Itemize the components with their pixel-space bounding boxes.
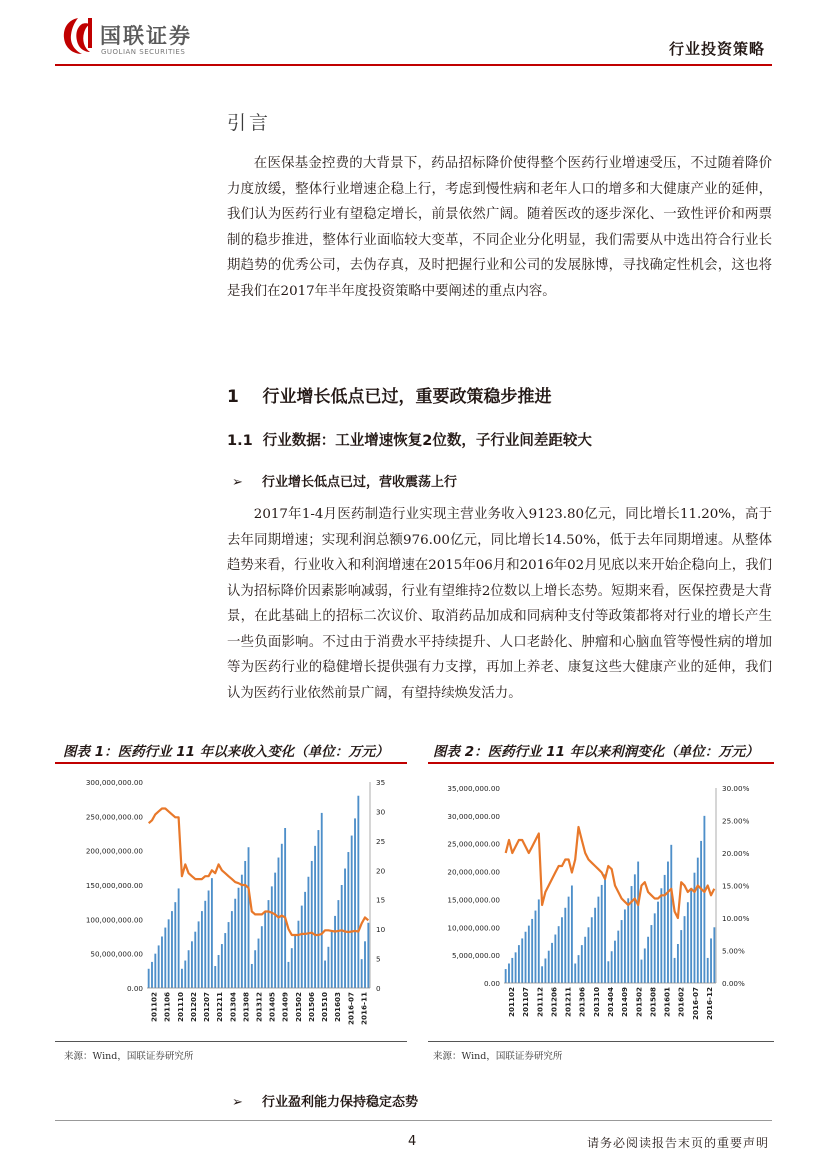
- right-axis-tick-label: 20.00%: [722, 849, 750, 858]
- revenue-bar: [535, 911, 537, 983]
- revenue-chart: [55, 768, 407, 1040]
- left-axis-tick-label: 0.00: [126, 984, 143, 993]
- revenue-bar: [674, 958, 676, 983]
- body-paragraph: 2017年1-4月医药制造行业实现主营业务收入9123.80亿元，同比增长11.20%，高于去年同期增速；实现利润总额976.00亿元，同比增长14.50%，低于去年同期增速。从整体趋势来看，行业收入和利润增速在2015年06月和2016年02月见底以来开始企稳向上，我们认为招标降价因素影响减弱，行业有望维持2位数以上增长态势。短期来看，医保控费是大背景，在此基础上的招标二次议价、取消药品加成和同病种支付等政策都将对行业的增长产生一些负面影响。不过由于消费水平持续提升、人口老龄化、肿瘤和心脑血管等慢性病的增加等为医药行业的稳健增长提供强有力支撑，再加上养老、康复这些大健康产业的延伸，我们认为医药行业依然前景广阔，有望持续焕发活力。: [227, 507, 772, 701]
- right-axis-tick-label: 35: [376, 778, 386, 787]
- x-axis-tick-label: 201306: [577, 987, 587, 1018]
- figure-2-top-rule: [428, 762, 774, 764]
- left-axis-tick-label: 100,000,000.00: [85, 915, 143, 925]
- revenue-bar: [650, 925, 652, 983]
- revenue-bar: [184, 961, 186, 988]
- revenue-bar: [551, 943, 553, 983]
- revenue-bar: [703, 816, 705, 983]
- revenue-bar: [528, 926, 530, 983]
- revenue-bar: [667, 862, 669, 983]
- revenue-bar: [181, 969, 183, 988]
- section-heading: [227, 382, 552, 407]
- revenue-bar: [568, 897, 570, 983]
- revenue-bar: [218, 955, 220, 988]
- x-axis-tick-label: 201202: [188, 992, 198, 1023]
- x-axis-tick-label: 201112: [535, 987, 545, 1018]
- revenue-bar: [588, 927, 590, 983]
- revenue-bar: [700, 841, 702, 983]
- revenue-bar: [367, 923, 369, 988]
- x-axis-tick-label: 201310: [591, 987, 601, 1018]
- revenue-bar: [291, 948, 293, 988]
- revenue-bar: [194, 932, 196, 988]
- right-axis-tick-label: 5: [376, 954, 381, 964]
- revenue-bar: [254, 950, 256, 988]
- right-axis-tick-label: 15: [376, 895, 386, 905]
- revenue-bar: [581, 945, 583, 983]
- figure-2-bottom-rule: [428, 1041, 774, 1042]
- revenue-bar: [647, 937, 649, 983]
- x-axis-tick-label: 201409: [620, 987, 630, 1018]
- revenue-bar: [713, 927, 715, 983]
- right-axis-tick-label: 30: [376, 807, 386, 817]
- revenue-bar: [168, 919, 170, 988]
- revenue-bar: [617, 931, 619, 983]
- x-axis-tick-label: 2016-11: [359, 992, 369, 1025]
- revenue-bar: [174, 902, 176, 988]
- x-axis-tick-label: 2016-07: [690, 987, 700, 1020]
- revenue-bar: [334, 916, 336, 988]
- revenue-bar: [278, 858, 280, 988]
- revenue-bar: [161, 937, 163, 989]
- revenue-bar: [657, 902, 659, 983]
- revenue-bar: [518, 945, 520, 983]
- revenue-bar: [627, 898, 629, 983]
- revenue-bar: [344, 869, 346, 988]
- figure-1-bottom-rule: [55, 1041, 407, 1042]
- revenue-bar: [301, 906, 303, 988]
- x-axis-tick-label: 201510: [320, 992, 330, 1023]
- footer-disclaimer: 请务必阅读报告末页的重要声明: [586, 1136, 769, 1150]
- revenue-bar: [554, 935, 556, 983]
- revenue-bar: [224, 933, 226, 988]
- right-axis-tick-label: 0: [376, 984, 381, 993]
- intro-paragraph: 在医保基金控费的大背景下，药品招标降价使得整个医药行业增速受压，不过随着降价力度放缓，整体行业增速企稳上行，考虑到慢性病和老年人口的增多和大健康产业的延伸，我们认为医药行业有望稳定增长，前景依然广阔。随着医改的逐步深化、一致性评价和两票制的稳步推进，整体行业面临较大变革，不同企业分化明显，我们需要从中选出符合行业长期趋势的优秀公司，去伪存真，及时把握行业和公司的发展脉博，寻找确定性机会，这也将是我们在2017年半年度投资策略中要阐述的重点内容。: [227, 156, 772, 299]
- report-type: 行业投资策略: [668, 40, 765, 58]
- x-axis-tick-label: 201502: [634, 987, 644, 1018]
- revenue-bar: [644, 948, 646, 983]
- right-axis-tick-label: 25.00%: [722, 816, 750, 826]
- arrow-bullet-icon: ➢: [232, 1095, 243, 1110]
- revenue-bar: [621, 920, 623, 983]
- x-axis-tick-label: 201308: [241, 992, 251, 1023]
- x-axis-tick-label: 201404: [606, 987, 615, 1018]
- revenue-bar: [634, 874, 636, 983]
- x-axis-tick-label: 201508: [648, 987, 658, 1018]
- bullet-text: 行业增长低点已过，营收震荡上行: [262, 475, 458, 490]
- revenue-bar: [521, 938, 523, 983]
- arrow-bullet-icon: ➢: [232, 475, 243, 490]
- revenue-bar: [614, 941, 616, 983]
- left-axis-tick-label: 10,000,000.00: [447, 923, 500, 933]
- logo-chinese-name: 国联证券: [100, 24, 192, 48]
- revenue-bar: [238, 888, 240, 988]
- revenue-bar: [660, 888, 662, 983]
- revenue-bar: [324, 961, 326, 988]
- x-axis-tick-label: 201304: [228, 992, 238, 1023]
- revenue-bar: [571, 886, 573, 984]
- revenue-bar: [347, 852, 349, 988]
- left-axis-tick-label: 250,000,000.00: [85, 812, 143, 822]
- x-axis-tick-label: 201207: [202, 992, 212, 1023]
- revenue-bar: [351, 836, 353, 988]
- revenue-bar: [594, 908, 596, 983]
- right-axis-tick-label: 10.00%: [722, 914, 750, 923]
- revenue-bar: [171, 911, 173, 988]
- page-number: 4: [408, 1134, 417, 1149]
- revenue-bar: [624, 909, 626, 983]
- x-axis-tick-label: 201602: [676, 987, 686, 1018]
- revenue-bar: [337, 900, 339, 988]
- figure-2-title: 图表 2：医药行业 11 年以来利润变化（单位：万元）: [433, 744, 759, 760]
- revenue-bar: [341, 885, 343, 988]
- revenue-bar: [707, 958, 709, 983]
- revenue-bar: [178, 888, 180, 988]
- revenue-bar: [244, 861, 246, 988]
- revenue-bar: [558, 926, 560, 983]
- subsection-heading: [227, 429, 592, 450]
- revenue-bar: [304, 892, 306, 988]
- revenue-bar: [288, 962, 290, 988]
- revenue-bar: [538, 899, 540, 983]
- revenue-bar: [548, 951, 550, 983]
- revenue-bar: [201, 911, 203, 988]
- left-axis-tick-label: 20,000,000.00: [447, 867, 500, 877]
- x-axis-tick-label: 201312: [254, 992, 264, 1023]
- revenue-bar: [511, 958, 513, 983]
- right-axis-tick-label: 15.00%: [722, 881, 750, 891]
- revenue-bar: [298, 921, 300, 988]
- left-axis-tick-label: 150,000,000.00: [85, 881, 143, 890]
- right-axis-tick-label: 5.00%: [722, 946, 745, 956]
- right-axis-tick-label: 30.00%: [722, 784, 750, 793]
- logo-english-name: GUOLIAN SECURITIES: [101, 48, 186, 56]
- x-axis-tick-label: 2016-12: [704, 987, 714, 1020]
- revenue-bar: [248, 847, 250, 988]
- intro-heading: 引言: [227, 112, 272, 134]
- revenue-bar: [684, 916, 686, 983]
- left-axis-tick-label: 50,000,000.00: [90, 949, 143, 959]
- revenue-bar: [151, 962, 153, 988]
- revenue-bar: [541, 966, 543, 983]
- bullet-text: 行业盈利能力保持稳定态势: [262, 1095, 419, 1110]
- x-axis-tick-label: 201211: [563, 987, 573, 1018]
- revenue-bar: [274, 873, 276, 988]
- revenue-bar: [505, 969, 507, 983]
- revenue-bar: [697, 858, 699, 983]
- revenue-bar: [311, 861, 313, 988]
- revenue-bar: [317, 830, 319, 988]
- x-axis-tick-label: 2016-07: [346, 992, 356, 1025]
- revenue-bar: [357, 796, 359, 988]
- revenue-bar: [154, 954, 156, 988]
- subsection-title: 行业数据：工业增速恢复2位数，子行业间差距较大: [262, 433, 592, 449]
- revenue-bar: [591, 917, 593, 983]
- growth-rate-line: [506, 827, 715, 918]
- x-axis-tick-label: 201601: [662, 987, 672, 1018]
- left-axis-tick-label: 5,000,000.00: [451, 951, 500, 961]
- left-axis-tick-label: 15,000,000.00: [447, 895, 500, 905]
- revenue-bar: [251, 964, 253, 988]
- x-axis-tick-label: 201106: [162, 992, 172, 1023]
- figure-1-title: 图表 1：医药行业 11 年以来收入变化（单位：万元）: [63, 744, 389, 760]
- revenue-bar: [191, 941, 193, 988]
- revenue-bar: [228, 922, 230, 988]
- revenue-bar: [601, 885, 603, 983]
- left-axis-tick-label: 25,000,000.00: [447, 839, 500, 849]
- right-axis-tick-label: 10: [376, 925, 386, 935]
- revenue-bar: [321, 813, 323, 988]
- x-axis-tick-label: 201603: [333, 992, 343, 1023]
- revenue-bar: [284, 828, 286, 988]
- revenue-bar: [680, 930, 682, 983]
- revenue-bar: [690, 888, 692, 983]
- revenue-bar: [204, 901, 206, 988]
- logo-mark-icon: [60, 14, 98, 58]
- revenue-bar: [208, 890, 210, 988]
- footer-divider: [55, 1120, 772, 1121]
- x-axis-tick-label: 201211: [215, 992, 225, 1023]
- right-axis-tick-label: 20: [376, 866, 386, 876]
- right-axis-tick-label: 25: [376, 836, 386, 846]
- revenue-bar: [641, 960, 643, 983]
- revenue-bar: [687, 902, 689, 983]
- revenue-bar: [710, 938, 712, 983]
- x-axis-tick-label: 201506: [306, 992, 316, 1023]
- company-logo: [60, 14, 230, 64]
- bullet-point: [232, 1091, 418, 1110]
- revenue-bar: [214, 966, 216, 988]
- revenue-bar: [604, 874, 606, 983]
- revenue-bar: [531, 919, 533, 983]
- revenue-bar: [525, 932, 527, 983]
- revenue-bar: [261, 926, 263, 988]
- bullet-point: [232, 471, 457, 490]
- revenue-bar: [597, 897, 599, 983]
- revenue-bar: [364, 941, 366, 988]
- x-axis-tick-label: 201502: [293, 992, 303, 1023]
- x-axis-tick-label: 201409: [280, 992, 290, 1023]
- revenue-bar: [654, 913, 656, 983]
- x-axis-tick-label: 201110: [175, 992, 185, 1023]
- revenue-bar: [578, 955, 580, 983]
- revenue-bar: [264, 912, 266, 988]
- revenue-bar: [361, 959, 363, 988]
- header-divider: [55, 64, 772, 66]
- revenue-bar: [354, 818, 356, 988]
- revenue-bar: [221, 944, 223, 988]
- revenue-bar: [258, 939, 260, 988]
- revenue-bar: [188, 950, 190, 988]
- x-axis-tick-label: 201206: [549, 987, 559, 1018]
- left-axis-tick-label: 0.00: [483, 979, 500, 988]
- revenue-bar: [198, 921, 200, 988]
- section-title: 行业增长低点已过，重要政策稳步推进: [262, 387, 552, 407]
- left-axis-tick-label: 35,000,000.00: [447, 784, 500, 793]
- figure-2-source: 来源：Wind，国联证券研究所: [433, 1051, 563, 1062]
- revenue-bar: [564, 908, 566, 983]
- profit-chart: [428, 768, 774, 1040]
- revenue-bar: [148, 969, 150, 988]
- revenue-bar: [637, 862, 639, 983]
- left-axis-tick-label: 200,000,000.00: [85, 846, 143, 856]
- x-axis-tick-label: 201102: [149, 992, 159, 1023]
- section-number: 1: [227, 387, 239, 407]
- revenue-bar: [327, 947, 329, 988]
- revenue-bar: [271, 886, 273, 988]
- left-axis-tick-label: 30,000,000.00: [447, 811, 500, 821]
- revenue-bar: [611, 951, 613, 983]
- revenue-bar: [544, 958, 546, 983]
- revenue-bar: [515, 952, 517, 983]
- revenue-bar: [584, 937, 586, 983]
- figure-1-source: 来源：Wind，国联证券研究所: [64, 1051, 194, 1062]
- revenue-bar: [670, 845, 672, 983]
- revenue-bar: [158, 945, 160, 988]
- right-axis-tick-label: 0.00%: [722, 979, 745, 988]
- x-axis-tick-label: 201102: [507, 987, 517, 1018]
- left-axis-tick-label: 300,000,000.00: [85, 778, 143, 787]
- x-axis-tick-label: 201405: [267, 992, 277, 1023]
- revenue-bar: [211, 878, 213, 988]
- revenue-bar: [574, 964, 576, 984]
- revenue-bar: [314, 846, 316, 988]
- revenue-bar: [241, 875, 243, 988]
- figure-1-top-rule: [55, 762, 407, 764]
- revenue-bar: [231, 911, 233, 988]
- revenue-bar: [677, 944, 679, 983]
- revenue-bar: [607, 961, 609, 983]
- revenue-bar: [561, 917, 563, 983]
- revenue-bar: [508, 964, 510, 984]
- subsection-number: 1.1: [227, 433, 253, 449]
- revenue-bar: [664, 875, 666, 983]
- revenue-bar: [331, 932, 333, 988]
- revenue-bar: [234, 899, 236, 988]
- x-axis-tick-label: 201107: [521, 987, 531, 1018]
- revenue-bar: [268, 900, 270, 988]
- revenue-bar: [164, 928, 166, 988]
- revenue-bar: [294, 934, 296, 988]
